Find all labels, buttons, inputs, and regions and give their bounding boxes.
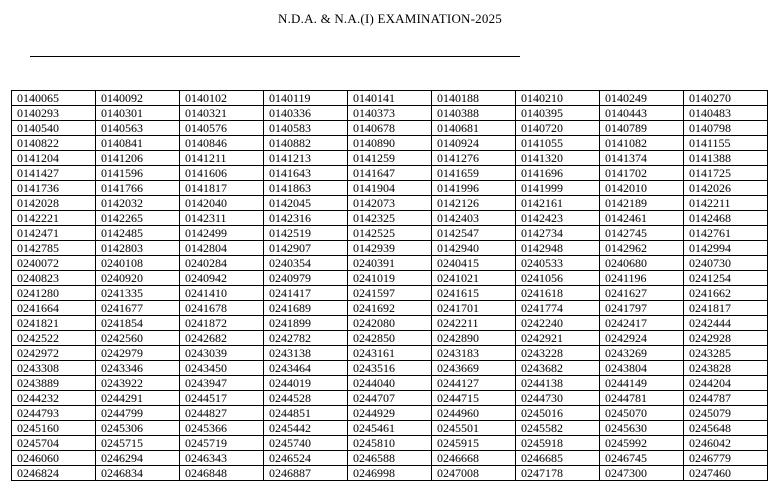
roll-number-cell: 0141374 [600,151,684,166]
roll-number-cell: 0140092 [96,91,180,106]
roll-number-cell: 0241701 [432,301,516,316]
roll-number-cell: 0141904 [348,181,432,196]
roll-number-cell: 0141276 [432,151,516,166]
roll-number-cell: 0140210 [516,91,600,106]
roll-number-cell: 0140119 [264,91,348,106]
table-row [12,361,768,376]
roll-number-cell: 0141211 [180,151,264,166]
roll-number-cell: 0141259 [348,151,432,166]
table-row [12,121,768,136]
roll-number-table [11,90,768,481]
roll-number-cell: 0240354 [264,256,348,271]
roll-number-cell: 0140321 [180,106,264,121]
roll-number-cell: 0141388 [684,151,768,166]
roll-number-cell: 0140483 [684,106,768,121]
roll-number-cell: 0142940 [432,241,516,256]
roll-number-cell: 0245016 [516,406,600,421]
table-row [12,256,768,271]
roll-number-cell: 0141596 [96,166,180,181]
roll-number-cell: 0142745 [600,226,684,241]
roll-number-cell: 0142939 [348,241,432,256]
roll-number-cell: 0142734 [516,226,600,241]
roll-number-cell: 0241662 [684,286,768,301]
roll-number-cell: 0247008 [432,466,516,481]
roll-number-cell: 0140395 [516,106,600,121]
roll-number-cell: 0245740 [264,436,348,451]
roll-number-cell: 0142423 [516,211,600,226]
roll-number-cell: 0141647 [348,166,432,181]
roll-number-cell: 0247460 [684,466,768,481]
roll-number-cell: 0140841 [96,136,180,151]
table-row [12,406,768,421]
roll-number-cell: 0246887 [264,466,348,481]
roll-number-cell: 0242682 [180,331,264,346]
roll-number-cell: 0142161 [516,196,600,211]
roll-number-cell: 0141696 [516,166,600,181]
roll-number-cell: 0142189 [600,196,684,211]
roll-number-cell: 0141055 [516,136,600,151]
roll-number-cell: 0140270 [684,91,768,106]
roll-number-cell: 0240730 [684,256,768,271]
table-row [12,346,768,361]
roll-number-cell: 0240823 [12,271,96,286]
roll-number-cell: 0245160 [12,421,96,436]
roll-number-cell: 0141320 [516,151,600,166]
roll-number-cell: 0242211 [432,316,516,331]
roll-number-cell: 0142032 [96,196,180,211]
roll-number-cell: 0241021 [432,271,516,286]
roll-number-cell: 0245715 [96,436,180,451]
roll-number-cell: 0244715 [432,391,516,406]
roll-number-cell: 0241677 [96,301,180,316]
roll-number-cell: 0141606 [180,166,264,181]
roll-number-cell: 0244781 [600,391,684,406]
roll-number-cell: 0141863 [264,181,348,196]
roll-number-cell: 0244149 [600,376,684,391]
table-row [12,421,768,436]
roll-number-cell: 0140563 [96,121,180,136]
roll-number-cell: 0243804 [600,361,684,376]
roll-number-cell: 0242782 [264,331,348,346]
roll-number-cell: 0241019 [348,271,432,286]
table-row [12,91,768,106]
roll-number-cell: 0141643 [264,166,348,181]
roll-number-cell: 0142311 [180,211,264,226]
roll-number-cell: 0241854 [96,316,180,331]
roll-number-cell: 0243308 [12,361,96,376]
roll-number-cell: 0245070 [600,406,684,421]
roll-number-cell: 0246042 [684,436,768,451]
table-row [12,271,768,286]
table-row [12,106,768,121]
roll-number-cell: 0141427 [12,166,96,181]
roll-number-cell: 0141766 [96,181,180,196]
roll-number-cell: 0141999 [516,181,600,196]
roll-number-cell: 0243285 [684,346,768,361]
roll-number-cell: 0140102 [180,91,264,106]
table-row [12,376,768,391]
roll-number-cell: 0241821 [12,316,96,331]
roll-number-cell: 0142325 [348,211,432,226]
roll-number-cell: 0142040 [180,196,264,211]
roll-number-cell: 0247178 [516,466,600,481]
roll-number-cell: 0241615 [432,286,516,301]
roll-number-cell: 0242890 [432,331,516,346]
table-row [12,211,768,226]
table-row [12,166,768,181]
roll-number-cell: 0243889 [12,376,96,391]
roll-number-cell: 0142525 [348,226,432,241]
roll-number-cell: 0244528 [264,391,348,406]
table-row [12,391,768,406]
roll-number-cell: 0242522 [12,331,96,346]
roll-number-cell: 0142994 [684,241,768,256]
roll-number-cell: 0244019 [264,376,348,391]
roll-number-cell: 0242928 [684,331,768,346]
roll-number-cell: 0140890 [348,136,432,151]
roll-number-cell: 0242240 [516,316,600,331]
roll-number-cell: 0241692 [348,301,432,316]
roll-number-cell: 0140882 [264,136,348,151]
roll-number-cell: 0245366 [180,421,264,436]
roll-number-cell: 0246848 [180,466,264,481]
roll-number-cell: 0142804 [180,241,264,256]
roll-number-cell: 0142948 [516,241,600,256]
roll-number-cell: 0140249 [600,91,684,106]
roll-number-cell: 0244793 [12,406,96,421]
roll-number-cell: 0142010 [600,181,684,196]
roll-number-cell: 0245704 [12,436,96,451]
roll-number-cell: 0241196 [600,271,684,286]
roll-number-cell: 0140188 [432,91,516,106]
table-row [12,136,768,151]
roll-number-cell: 0142026 [684,181,768,196]
roll-number-cell: 0246524 [264,451,348,466]
roll-number-cell: 0142403 [432,211,516,226]
roll-number-cell: 0141155 [684,136,768,151]
roll-number-cell: 0140681 [432,121,516,136]
page-title: N.D.A. & N.A.(I) EXAMINATION-2025 [278,11,502,26]
roll-number-cell: 0243228 [516,346,600,361]
roll-number-cell: 0246294 [96,451,180,466]
roll-number-cell: 0140576 [180,121,264,136]
roll-number-cell: 0244730 [516,391,600,406]
roll-number-cell: 0142316 [264,211,348,226]
roll-number-cell: 0245915 [432,436,516,451]
roll-number-cell: 0241774 [516,301,600,316]
roll-number-cell: 0142803 [96,241,180,256]
roll-number-cell: 0243947 [180,376,264,391]
roll-number-cell: 0240072 [12,256,96,271]
roll-number-cell: 0245461 [348,421,432,436]
roll-number-cell: 0142519 [264,226,348,241]
roll-number-cell: 0141736 [12,181,96,196]
roll-number-cell: 0142126 [432,196,516,211]
roll-number-cell: 0241817 [684,301,768,316]
roll-number-cell: 0246343 [180,451,264,466]
table-row [12,286,768,301]
roll-number-cell: 0242417 [600,316,684,331]
roll-number-cell: 0244799 [96,406,180,421]
roll-number-cell: 0240391 [348,256,432,271]
roll-number-cell: 0140798 [684,121,768,136]
roll-number-cell: 0240533 [516,256,600,271]
roll-number-cell: 0142499 [180,226,264,241]
roll-number-cell: 0241597 [348,286,432,301]
roll-number-cell: 0140720 [516,121,600,136]
roll-number-cell: 0242850 [348,331,432,346]
roll-number-cell: 0243269 [600,346,684,361]
roll-number-cell: 0142045 [264,196,348,211]
roll-number-cell: 0246824 [12,466,96,481]
roll-number-cell: 0140301 [96,106,180,121]
roll-number-cell: 0141659 [432,166,516,181]
roll-number-cell: 0242972 [12,346,96,361]
table-row [12,241,768,256]
roll-number-cell: 0243138 [264,346,348,361]
roll-number-cell: 0244960 [432,406,516,421]
roll-number-cell: 0241797 [600,301,684,316]
table-row [12,181,768,196]
table-row [12,301,768,316]
roll-number-cell: 0141204 [12,151,96,166]
roll-number-cell: 0140141 [348,91,432,106]
roll-number-cell: 0246779 [684,451,768,466]
roll-number-cell: 0140336 [264,106,348,121]
roll-number-cell: 0140443 [600,106,684,121]
roll-number-cell: 0245442 [264,421,348,436]
roll-number-cell: 0142265 [96,211,180,226]
roll-number-cell: 0141213 [264,151,348,166]
roll-number-cell: 0246834 [96,466,180,481]
roll-number-cell: 0241872 [180,316,264,331]
roll-number-cell: 0142468 [684,211,768,226]
roll-number-cell: 0243183 [432,346,516,361]
roll-number-cell: 0140540 [12,121,96,136]
roll-number-cell: 0242921 [516,331,600,346]
table-row [12,331,768,346]
roll-number-cell: 0240680 [600,256,684,271]
roll-number-cell: 0241618 [516,286,600,301]
table-row [12,451,768,466]
roll-number-cell: 0247300 [600,466,684,481]
roll-number-cell: 0244827 [180,406,264,421]
roll-number-cell: 0140678 [348,121,432,136]
roll-number-cell: 0141725 [684,166,768,181]
table-row [12,226,768,241]
roll-number-cell: 0243669 [432,361,516,376]
roll-number-cell: 0246060 [12,451,96,466]
roll-number-cell: 0240284 [180,256,264,271]
roll-number-cell: 0243039 [180,346,264,361]
roll-number-cell: 0244040 [348,376,432,391]
roll-number-cell: 0141996 [432,181,516,196]
roll-number-cell: 0142761 [684,226,768,241]
roll-number-cell: 0244204 [684,376,768,391]
roll-number-cell: 0246588 [348,451,432,466]
roll-number-cell: 0245582 [516,421,600,436]
roll-number-cell: 0243922 [96,376,180,391]
roll-number-cell: 0142907 [264,241,348,256]
roll-number-cell: 0241056 [516,271,600,286]
roll-number-cell: 0244517 [180,391,264,406]
roll-number-cell: 0241689 [264,301,348,316]
roll-number-cell: 0245501 [432,421,516,436]
roll-number-cell: 0242979 [96,346,180,361]
roll-number-cell: 0243464 [264,361,348,376]
roll-number-cell: 0142221 [12,211,96,226]
roll-number-cell: 0246668 [432,451,516,466]
table-row [12,436,768,451]
roll-number-cell: 0142028 [12,196,96,211]
roll-number-cell: 0240920 [96,271,180,286]
roll-number-cell: 0142547 [432,226,516,241]
table-row [12,151,768,166]
roll-number-cell: 0245630 [600,421,684,436]
roll-number-table-body [12,91,768,481]
roll-number-cell: 0242560 [96,331,180,346]
roll-number-cell: 0241627 [600,286,684,301]
roll-number-cell: 0244138 [516,376,600,391]
roll-number-cell: 0141817 [180,181,264,196]
roll-number-cell: 0244851 [264,406,348,421]
roll-number-cell: 0142211 [684,196,768,211]
roll-number-cell: 0140583 [264,121,348,136]
table-row [12,316,768,331]
roll-number-cell: 0140822 [12,136,96,151]
roll-number-cell: 0241335 [96,286,180,301]
roll-number-cell: 0241899 [264,316,348,331]
roll-number-cell: 0244232 [12,391,96,406]
roll-number-cell: 0245992 [600,436,684,451]
roll-number-cell: 0142962 [600,241,684,256]
roll-number-cell: 0242444 [684,316,768,331]
roll-number-cell: 0246745 [600,451,684,466]
roll-number-cell: 0246685 [516,451,600,466]
roll-number-cell: 0245810 [348,436,432,451]
roll-number-cell: 0243682 [516,361,600,376]
title-underline [30,56,520,57]
roll-number-cell: 0142461 [600,211,684,226]
roll-number-cell: 0242080 [348,316,432,331]
roll-number-cell: 0244787 [684,391,768,406]
roll-number-cell: 0241254 [684,271,768,286]
roll-number-cell: 0244291 [96,391,180,406]
roll-number-cell: 0243450 [180,361,264,376]
roll-number-cell: 0240942 [180,271,264,286]
roll-number-cell: 0241410 [180,286,264,301]
roll-number-cell: 0246998 [348,466,432,481]
roll-number-cell: 0140924 [432,136,516,151]
roll-number-cell: 0142785 [12,241,96,256]
roll-number-cell: 0243161 [348,346,432,361]
roll-number-cell: 0142471 [12,226,96,241]
roll-number-cell: 0140293 [12,106,96,121]
roll-number-cell: 0245079 [684,406,768,421]
roll-number-cell: 0242924 [600,331,684,346]
roll-number-cell: 0243828 [684,361,768,376]
roll-number-cell: 0244707 [348,391,432,406]
roll-number-cell: 0243346 [96,361,180,376]
roll-number-cell: 0245306 [96,421,180,436]
roll-number-cell: 0140065 [12,91,96,106]
roll-number-cell: 0140373 [348,106,432,121]
roll-number-cell: 0241280 [12,286,96,301]
roll-number-cell: 0245648 [684,421,768,436]
table-row [12,196,768,211]
roll-number-cell: 0245719 [180,436,264,451]
roll-number-cell: 0141082 [600,136,684,151]
roll-number-cell: 0244929 [348,406,432,421]
roll-number-cell: 0241664 [12,301,96,316]
roll-number-cell: 0140388 [432,106,516,121]
roll-number-cell: 0141702 [600,166,684,181]
roll-number-cell: 0240979 [264,271,348,286]
roll-number-cell: 0244127 [432,376,516,391]
roll-number-cell: 0142485 [96,226,180,241]
roll-number-cell: 0241417 [264,286,348,301]
roll-number-cell: 0141206 [96,151,180,166]
roll-number-cell: 0140846 [180,136,264,151]
roll-number-cell: 0240108 [96,256,180,271]
roll-number-cell: 0243516 [348,361,432,376]
table-row [12,466,768,481]
roll-number-cell: 0240415 [432,256,516,271]
roll-number-cell: 0245918 [516,436,600,451]
roll-number-cell: 0241678 [180,301,264,316]
roll-number-cell: 0142073 [348,196,432,211]
roll-number-cell: 0140789 [600,121,684,136]
